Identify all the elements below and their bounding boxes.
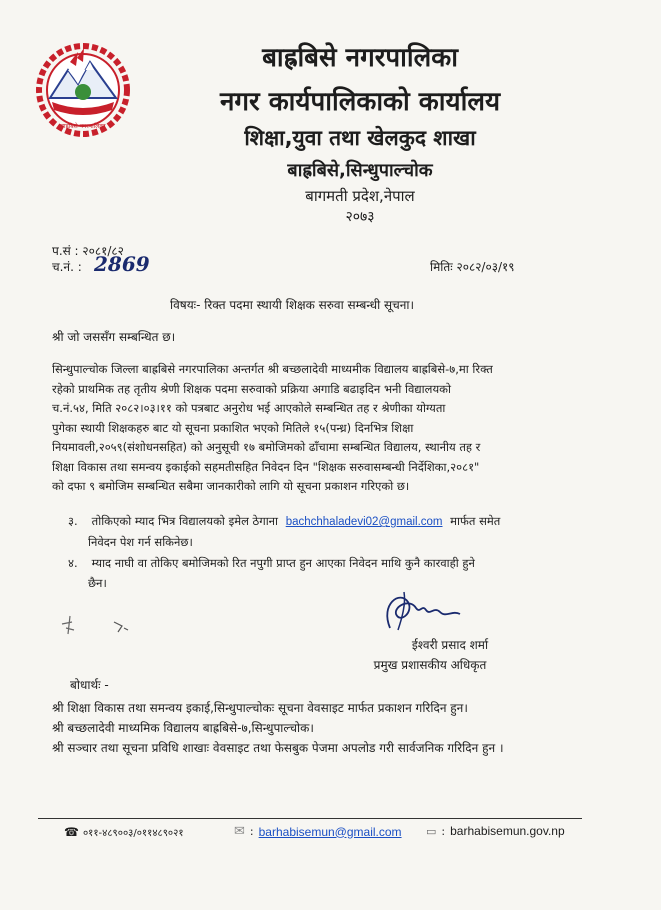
header-line-1: बाह्रबिसे नगरपालिका (262, 43, 458, 73)
header-line-3: शिक्षा,युवा तथा खेलकुद शाखा (244, 126, 476, 150)
point-text: मार्फत समेत (450, 514, 501, 528)
point-number: ४. (68, 556, 78, 570)
salutation: श्री जो जससँग सम्बन्धित छ। (52, 330, 176, 344)
footer-phone (64, 825, 184, 839)
mail-icon: ✉ (234, 824, 245, 839)
point-4-line-1 (68, 554, 614, 574)
footer-website (426, 824, 565, 838)
body-line: पुगेका स्थायी शिक्षकहरु बाट यो सूचना प्रकाशित भएको मितिले १५(पन्ध्र) दिनभित्र शिक्षा (52, 420, 414, 435)
emblem-caption: बाह्रबिसे नगरपालिका (60, 123, 106, 130)
header-line-5: बागमती प्रदेश,नेपाल (305, 187, 415, 205)
body-line: को दफा ९ बमोजिम सम्बन्धित सबैमा जानकारीको लागि यो सूचना प्रकाशन गरिएको छ। (52, 479, 410, 493)
chalani-number-label: च.नं. : (52, 260, 82, 274)
phone-icon: ☎ (64, 825, 79, 839)
point-4 (68, 554, 614, 593)
cc-line: श्री सञ्चार तथा सूचना प्रविधि शाखाः वेवसाइट तथा फेसबुक पेजमा अपलोड गरी सार्वजनिक गरिदिन हुन । (52, 741, 504, 755)
point-number: ३. (68, 514, 78, 528)
body-line: च.नं.५४, मिति २०८२।०३।११ को पत्रबाट अनुरोध भई आएकोले सम्बन्धित तह र श्रेणीका योग्यता (52, 401, 446, 415)
body-paragraph (52, 360, 612, 497)
point-4-line-2: छैन। (88, 575, 107, 590)
cc-line: श्री बच्छलादेवी माध्यमिक विद्यालय बाह्रबिसे-७,सिन्धुपाल्चोक। (52, 721, 314, 735)
footer-divider (38, 818, 582, 819)
footer-website-sep: : (441, 824, 446, 838)
chalani-number-handwritten: 2869 (94, 252, 150, 276)
body-line: शिक्षा विकास तथा समन्वय इकाईको सहमतीसहित निवेदन दिन "शिक्षक सरुवासम्बन्धी निर्देशिका,२०८१" (52, 459, 480, 474)
patra-sankhya: प.सं : २०८१/८२ (52, 244, 124, 258)
point-3-line-1 (68, 512, 614, 533)
cc-line: श्री शिक्षा विकास तथा समन्वय इकाई,सिन्धुपाल्चोकः सूचना वेवसाइट मार्फत प्रकाशन गरिदिन हुन। (52, 701, 468, 715)
municipality-emblem (30, 40, 136, 140)
footer-email-link[interactable]: barhabisemun@gmail.com (258, 824, 402, 839)
signatory-title: प्रमुख प्रशासकीय अधिकृत (373, 658, 487, 672)
body-line: सिन्धुपाल्चोक जिल्ला बाह्रबिसे नगरपालिका अन्तर्गत श्री बच्छलादेवी माध्यमीक विद्यालय बाह्रबिसे-७,मा रिक्त (52, 362, 493, 376)
handwritten-signature (360, 584, 480, 634)
signatory-name: ईश्वरी प्रसाद शर्मा (411, 638, 489, 652)
school-email-link[interactable]: bachchhaladevi02@gmail.com (285, 516, 443, 528)
point-3-line-2: निवेदन पेश गर्न सकिनेछ। (88, 534, 193, 549)
document-date: मितिः २०८२/०३/१९ (430, 260, 515, 274)
header-line-4: बाह्रबिसे,सिन्धुपाल्चोक (287, 160, 433, 181)
margin-scribble (58, 610, 138, 640)
body-line: रहेको प्राथमिक तह तृतीय श्रेणी शिक्षक पदमा सरुवाको प्रक्रिया अगाडि बढाइदिन भनी विद्यालयको (52, 381, 451, 396)
footer-phone-text: ०११-४८९००३/०११४८९०२१ (82, 828, 184, 839)
point-text: तोकिएको म्याद भित्र विद्यालयको इमेल ठेगाना (91, 514, 279, 528)
footer-email-sep: : (249, 825, 254, 838)
header-line-6: २०७३ (345, 209, 375, 225)
point-3 (68, 512, 614, 552)
footer-email (234, 824, 402, 839)
point-text: म्याद नाघी वा तोकिए बमोजिमको रित नपुगी प्राप्त हुन आएका निवेदन माथि कुनै कारवाही हुने (91, 556, 475, 570)
body-line: नियमावली,२०५९(संशोधनसहित) को अनुसूची १७ बमोजिमको ढाँचामा सम्बन्धित विद्यालय, स्थानीय तह र (52, 440, 481, 454)
header-line-2: नगर कार्यपालिकाको कार्यालय (219, 87, 501, 117)
cc-label: बोधार्थः - (70, 678, 109, 692)
footer-website-text[interactable]: barhabisemun.gov.np (450, 824, 565, 838)
computer-icon: ▭ (426, 824, 437, 838)
subject-line: विषयः- रिक्त पदमा स्थायी शिक्षक सरुवा सम्बन्धी सूचना। (170, 298, 415, 312)
